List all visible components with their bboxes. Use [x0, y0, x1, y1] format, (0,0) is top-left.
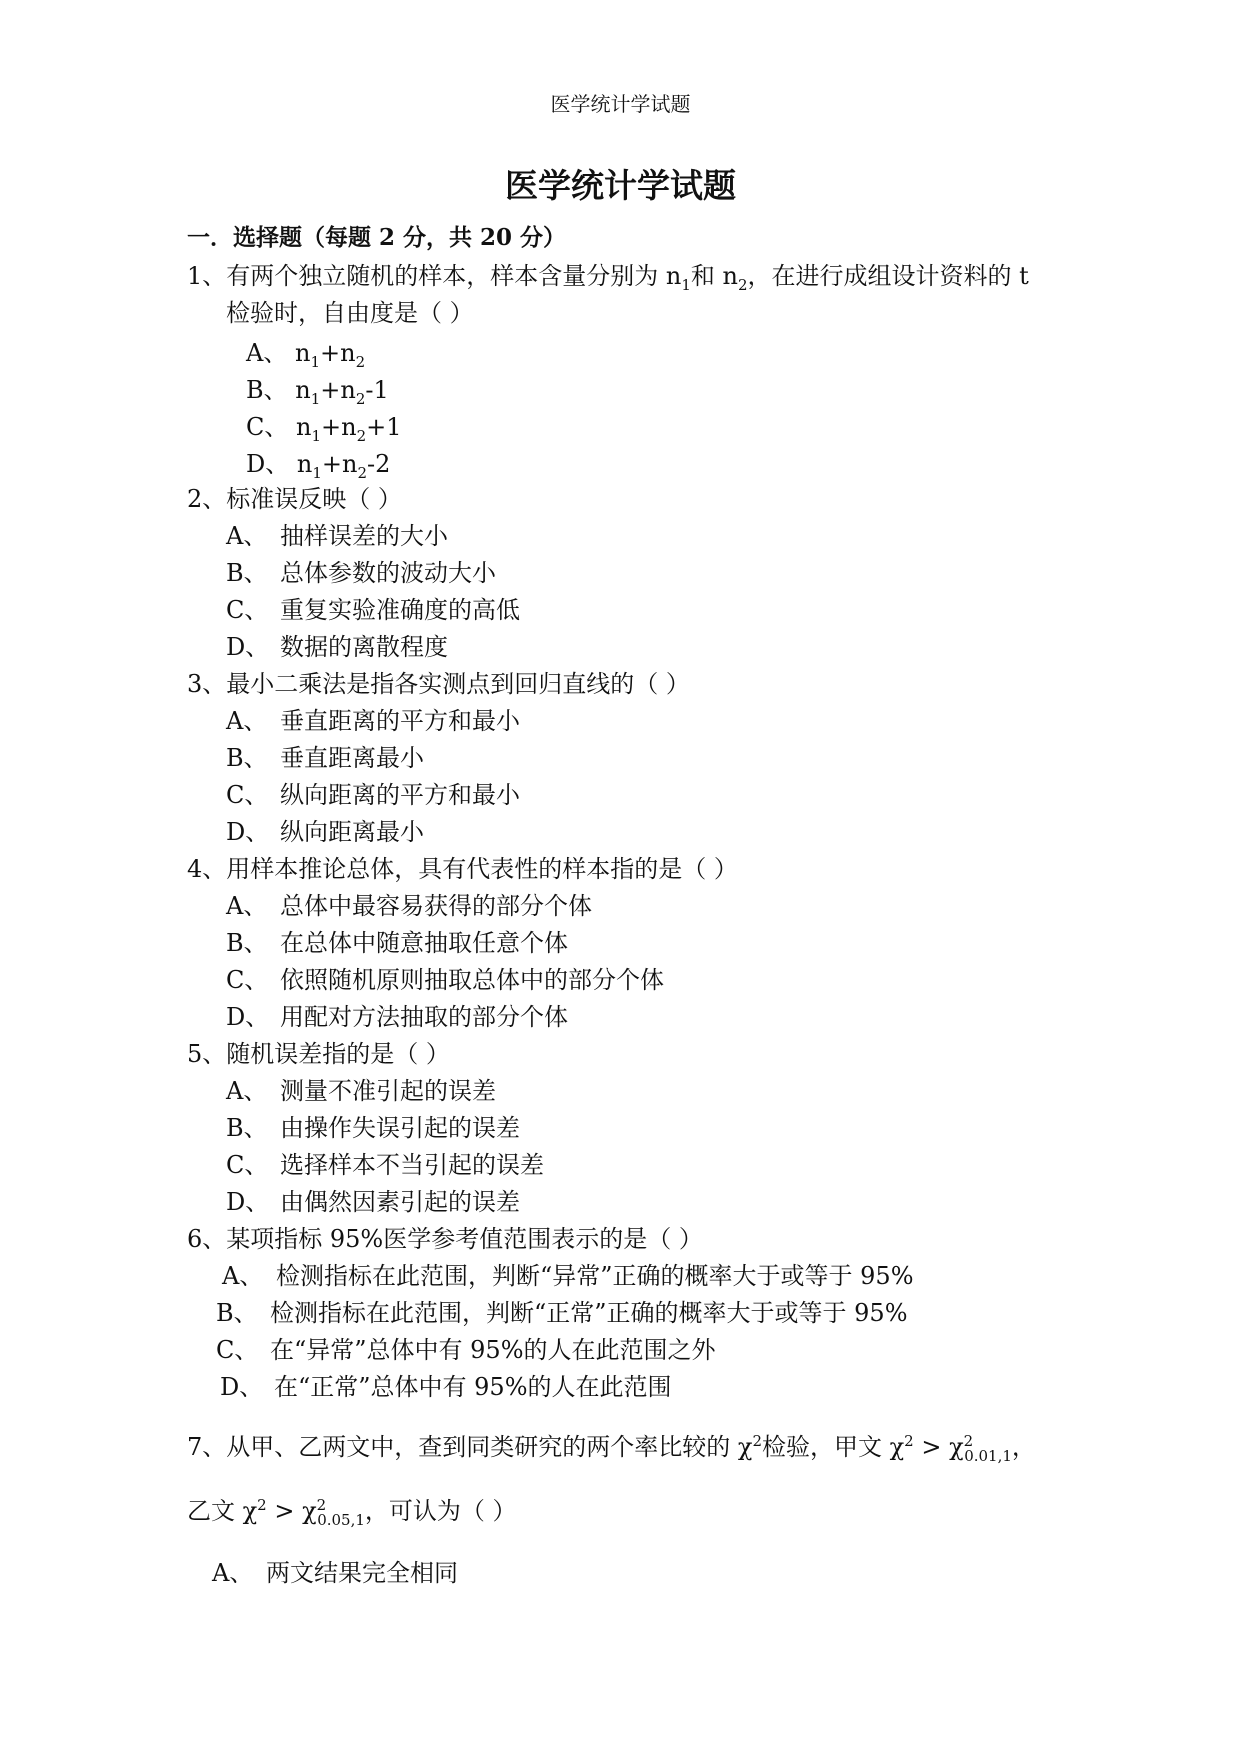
question-3-option-b: B、 垂直距离最小 [226, 744, 424, 772]
question-6-option-d: D、 在“正常”总体中有 95%的人在此范围 [220, 1373, 672, 1401]
question-3-text: 3、最小二乘法是指各实测点到回归直线的（ ） [187, 670, 690, 698]
question-2-text: 2、标准误反映（ ） [187, 485, 402, 513]
question-7-option-a: A、 两文结果完全相同 [212, 1559, 458, 1587]
question-1-option-a: A、 $n_1+n_2$ [246, 339, 366, 371]
question-1-option-d: D、 $n_1+n_2-2$ [246, 450, 391, 482]
question-3-option-c: C、 纵向距离的平方和最小 [226, 781, 520, 809]
question-4-option-d: D、 用配对方法抽取的部分个体 [226, 1003, 568, 1031]
question-7-line-2: 乙文 $\chi^2 > \chi^2_{0.05,1}$，可认为（ ） [187, 1496, 517, 1529]
section-heading: 一．选择题（每题 2 分，共 20 分） [187, 224, 567, 251]
question-4-option-c: C、 依照随机原则抽取总体中的部分个体 [226, 966, 664, 994]
question-2-option-d: D、 数据的离散程度 [226, 633, 448, 661]
question-3-option-a: A、 垂直距离的平方和最小 [226, 707, 520, 735]
question-5-option-d: D、 由偶然因素引起的误差 [226, 1188, 520, 1216]
question-6-option-a: A、 检测指标在此范围，判断“异常”正确的概率大于或等于 95% [222, 1262, 914, 1290]
question-1-line-2: 检验时，自由度是（ ） [226, 299, 474, 327]
question-2-option-c: C、 重复实验准确度的高低 [226, 596, 520, 624]
page-header: 医学统计学试题 [550, 92, 691, 116]
question-4-option-b: B、 在总体中随意抽取任意个体 [226, 929, 568, 957]
page-title: 医学统计学试题 [505, 166, 736, 205]
question-5-option-c: C、 选择样本不当引起的误差 [226, 1151, 544, 1179]
question-2-option-b: B、 总体参数的波动大小 [226, 559, 496, 587]
question-2-option-a: A、 抽样误差的大小 [226, 522, 448, 550]
question-5-option-b: B、 由操作失误引起的误差 [226, 1114, 520, 1142]
question-1-line-1: 1、有两个独立随机的样本，样本含量分别为 $n_1$和 $n_2$，在进行成组设计资料的 t [187, 262, 1029, 294]
question-5-text: 5、随机误差指的是（ ） [187, 1040, 450, 1068]
question-6-text: 6、某项指标 95%医学参考值范围表示的是（ ） [187, 1225, 703, 1253]
question-6-option-b: B、 检测指标在此范围，判断“正常”正确的概率大于或等于 95% [216, 1299, 908, 1327]
question-3-option-d: D、 纵向距离最小 [226, 818, 424, 846]
question-4-option-a: A、 总体中最容易获得的部分个体 [226, 892, 592, 920]
question-6-option-c: C、 在“异常”总体中有 95%的人在此范围之外 [216, 1336, 716, 1364]
question-4-text: 4、用样本推论总体，具有代表性的样本指的是（ ） [187, 855, 738, 883]
question-1-option-b: B、 $n_1+n_2-1$ [246, 376, 389, 408]
question-5-option-a: A、 测量不准引起的误差 [226, 1077, 496, 1105]
question-7-line-1: 7、从甲、乙两文中，查到同类研究的两个率比较的 $\chi^2$检验，甲文 $\chi^2 > \chi^2_{0.01,1}$， [187, 1432, 1036, 1465]
question-1-option-c: C、 $n_1+n_2+1$ [246, 413, 402, 445]
